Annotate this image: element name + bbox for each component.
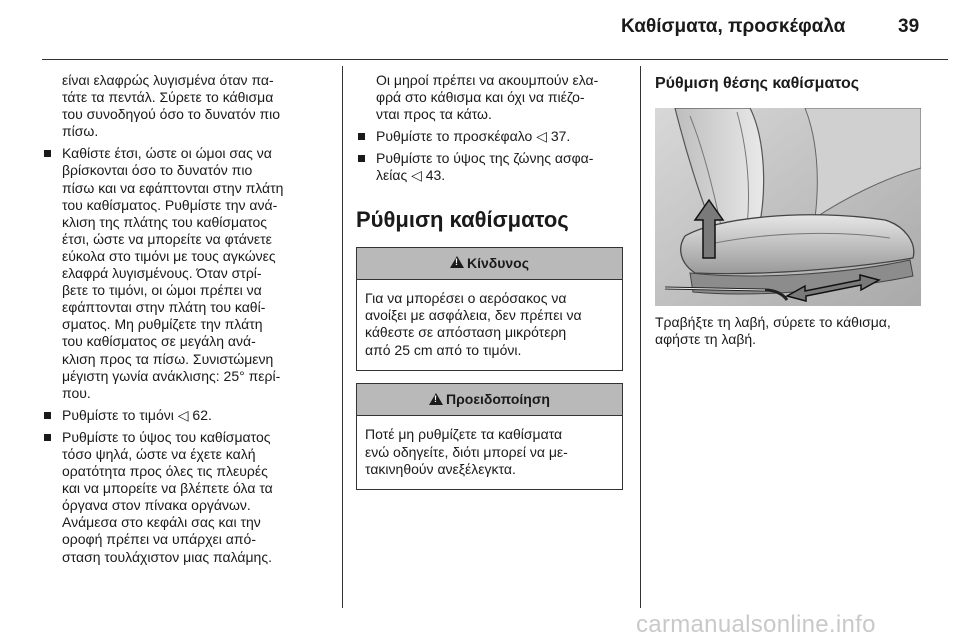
text-line: του καθίσματος σε μεγάλη ανά- bbox=[62, 333, 256, 350]
text-line: οροφή πρέπει να υπάρχει από- bbox=[62, 531, 257, 548]
warning-triangle-icon bbox=[450, 256, 464, 268]
warning-box-title: Προειδοποίηση bbox=[446, 391, 550, 408]
text-line: τόσο ψηλά, ώστε να έχετε καλή bbox=[62, 445, 256, 462]
column-divider-right bbox=[640, 66, 641, 608]
text-line: Ανάμεσα στο κεφάλι σας και την bbox=[62, 514, 261, 531]
text-line: του καθίσματος. Ρυθμίστε την ανά- bbox=[62, 196, 278, 213]
text-line: Ρυθμίστε το ύψος του καθίσματος bbox=[62, 428, 271, 445]
text-line: κάθεστε σε απόσταση μικρότερη bbox=[365, 324, 567, 341]
text-line: Οι μηροί πρέπει να ακουμπούν ελα- bbox=[376, 72, 599, 88]
bullet-item-seat-height bbox=[42, 429, 332, 566]
bullet-item-headrest bbox=[356, 128, 623, 145]
text-line: είναι ελαφρώς λυγισμένα όταν πα- bbox=[62, 72, 274, 88]
column-1 bbox=[42, 72, 332, 566]
text-line: που. bbox=[62, 384, 91, 401]
text-line: πίσω και να εφάπτονται στην πλάτη bbox=[62, 179, 284, 196]
text-line: τάτε τα πεντάλ. Σύρετε το κάθισμα bbox=[62, 89, 274, 106]
text-line: κλιση προς τα πίσω. Συνιστώμενη bbox=[62, 350, 274, 367]
watermark: carmanualsonline.info bbox=[636, 611, 876, 638]
intro-paragraph bbox=[42, 72, 332, 140]
bullet-item-belt-height bbox=[356, 150, 623, 184]
subsection-heading: Ρύθμιση θέσης καθίσματος bbox=[655, 75, 860, 92]
text-line: Ρυθμίστε το ύψος της ζώνης ασφα- bbox=[376, 150, 594, 167]
text-line: βρίσκονται όσο το δυνατόν πιο bbox=[62, 162, 253, 179]
bullet-item-posture bbox=[42, 145, 332, 401]
warning-box bbox=[356, 383, 623, 490]
text-line: κλιση της πλάτης του καθίσματος bbox=[62, 213, 268, 230]
text-line: και να μπορείτε να βλέπετε όλα τα bbox=[62, 480, 273, 497]
text-line: νται προς τα κάτω. bbox=[376, 106, 492, 123]
text-line: Τραβήξτε τη λαβή, σύρετε το κάθισμα, bbox=[655, 314, 891, 330]
seat-illustration-svg bbox=[655, 108, 921, 306]
text-line: τακινηθούν ανεξέλεγκτα. bbox=[365, 461, 516, 477]
column-divider-left bbox=[342, 66, 343, 608]
danger-box-body bbox=[357, 280, 622, 371]
text-line: αφήστε τη λαβή. bbox=[655, 331, 757, 348]
text-line: μέγιστη γωνία ανάκλισης: 25° περί- bbox=[62, 367, 281, 384]
danger-box-header bbox=[357, 248, 622, 280]
illustration-caption bbox=[655, 314, 925, 348]
text-line: ανοίξει με ασφάλεια, δεν πρέπει να bbox=[365, 306, 582, 323]
text-line: πίσω. bbox=[62, 123, 99, 140]
text-line: ενώ οδηγείτε, διότι μπορεί να με- bbox=[365, 443, 568, 460]
danger-box-title: Κίνδυνος bbox=[466, 254, 530, 271]
text-line: Ρυθμίστε το τιμόνι ◁ 62. bbox=[62, 406, 212, 423]
text-line: Ποτέ μη ρυθμίζετε τα καθίσματα bbox=[365, 426, 563, 443]
page-number: 39 bbox=[898, 16, 920, 37]
text-line: λείας ◁ 43. bbox=[376, 167, 446, 184]
text-line: σταση τουλάχιστον μιας παλάμης. bbox=[62, 548, 272, 565]
column-3 bbox=[655, 72, 925, 348]
intro-paragraph bbox=[356, 72, 623, 123]
text-line: εφάπτονται στην πλάτη του καθί- bbox=[62, 299, 266, 316]
seat-adjustment-illustration bbox=[655, 108, 921, 306]
text-line: Για να μπορέσει ο αερόσακος να bbox=[365, 289, 567, 306]
warning-box-body bbox=[357, 416, 622, 489]
bullet-item-steering bbox=[42, 407, 332, 424]
header-rule bbox=[42, 59, 948, 60]
column-2 bbox=[356, 72, 623, 490]
text-line: ελαφρά λυγισμένους. Όταν στρί- bbox=[62, 265, 262, 282]
text-line: όργανα στον πίνακα οργάνων. bbox=[62, 497, 251, 514]
warning-triangle-icon bbox=[429, 393, 443, 405]
header-title: Καθίσματα, προσκέφαλα bbox=[621, 16, 846, 37]
text-line: έτσι, ώστε να μπορείτε να φτάνετε bbox=[62, 230, 272, 247]
text-line: βετε το τιμόνι, οι ώμοι πρέπει να bbox=[62, 282, 262, 299]
text-line: ορατότητα προς όλες τις πλευρές bbox=[62, 463, 268, 480]
text-line: φρά στο κάθισμα και όχι να πιέζο- bbox=[376, 89, 585, 106]
text-line: εύκολα στο τιμόνι με τους αγκώνες bbox=[62, 247, 276, 264]
danger-box bbox=[356, 247, 623, 372]
text-line: του συνοδηγού όσο το δυνατόν πιο bbox=[62, 106, 281, 123]
section-heading: Ρύθμιση καθίσματος bbox=[356, 206, 569, 232]
text-line: Ρυθμίστε το προσκέφαλο ◁ 37. bbox=[376, 128, 571, 145]
text-line: σματος. Μη ρυθμίζετε την πλάτη bbox=[62, 316, 263, 333]
text-line: από 25 cm από το τιμόνι. bbox=[365, 341, 522, 358]
warning-box-header bbox=[357, 384, 622, 416]
text-line: Καθίστε έτσι, ώστε οι ώμοι σας να bbox=[62, 145, 272, 162]
